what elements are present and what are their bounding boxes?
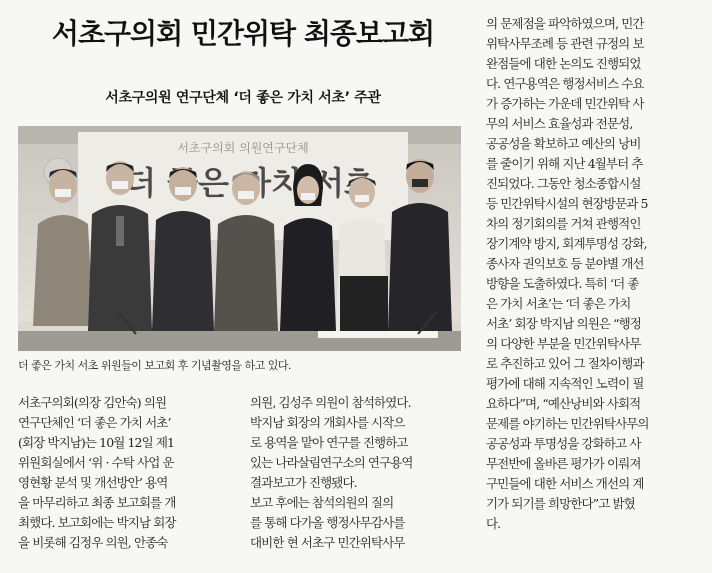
column-line: 공공성과 투명성을 강화하고 사	[486, 436, 641, 451]
column-line: 을 마무리하고 최종 보고회를 개	[18, 495, 176, 510]
column-line: 완점들에 대한 논의도 진행되었	[486, 56, 641, 71]
photo-caption: 더 좋은 가치 서초 위원들이 보고회 후 기념촬영을 하고 있다.	[18, 359, 291, 372]
column-line: 최했다. 보고회에는 박지남 회장	[18, 515, 176, 530]
column-line: 진되었다. 그동안 청소종합시설	[486, 176, 641, 191]
column-line: 요하다”며, “예산낭비와 사회적	[486, 396, 641, 411]
article-subheadline: 서초구의원 연구단체 ‘더 좋은 가치 서초’ 주관	[105, 90, 381, 106]
column-line: 무전반에 올바른 평가가 이뤄져	[486, 456, 641, 471]
column-line: 평가에 대해 지속적인 노력이 필	[486, 376, 644, 391]
article-column-1	[18, 393, 233, 553]
column-line: 로 추진하고 있어 그 절차이행과	[486, 356, 644, 371]
column-line: 은 가치 서초’는 ‘더 좋은 가치	[486, 296, 631, 311]
column-line: 연구단체인 ‘더 좋은 가치 서초’	[18, 415, 171, 430]
column-line: 구민들에 대한 서비스 개선의 계	[486, 476, 644, 491]
column-line: 를 통해 다가올 행정사무감사를	[250, 515, 405, 530]
column-line: 장기계약 방지, 회계투명성 강화,	[486, 236, 647, 251]
column-line: 영현황 분석 및 개선방안’ 용역	[18, 475, 168, 490]
column-line: 다. 연구용역은 행정서비스 수요	[486, 76, 644, 91]
column-line: 보고 후에는 참석의원의 질의	[250, 495, 394, 510]
article-headline: 서초구의회 민간위탁 최종보고회	[51, 17, 435, 50]
column-line: 로 용역을 맡아 연구를 진행하고	[250, 435, 408, 450]
column-line: 방향을 도출하였다. 특히 ‘더 좋	[486, 276, 639, 291]
column-line: 문제를 야기하는 민간위탁사무의	[486, 416, 649, 431]
article-column-3	[486, 14, 701, 534]
column-line: 서초구의회(의장 김안숙) 의원	[18, 395, 167, 410]
column-line: 대비한 현 서초구 민간위탁사무	[250, 535, 405, 550]
column-line: 종사자 권익보호 등 분야별 개선	[486, 256, 644, 271]
article-column-2	[250, 393, 465, 553]
column-line: 가 증가하는 가운데 민간위탁 사	[486, 96, 644, 111]
column-line: 의원, 김성주 의원이 참석하였다.	[250, 395, 411, 410]
column-line: 차의 정기회의를 거쳐 관행적인	[486, 216, 641, 231]
column-line: 서초’ 회장 박지남 의원은 “행정	[486, 316, 641, 331]
column-line: 의 문제점을 파악하였으며, 민간	[486, 16, 644, 31]
column-line: 있는 나라살림연구소의 연구용역	[250, 455, 413, 470]
column-line: 박지남 회장의 개회사를 시작으	[250, 415, 405, 430]
column-line: 의 다양한 부분을 민간위탁사무	[486, 336, 641, 351]
column-line: 다.	[486, 516, 501, 531]
group-photo	[18, 126, 461, 351]
column-line: 를 줄이기 위해 지난 4월부터 추	[486, 156, 643, 171]
column-line: 공공성을 확보하고 예산의 낭비	[486, 136, 641, 151]
column-line: 무의 서비스 효율성과 전문성,	[486, 116, 633, 131]
banner-main-text: 더 좋은 가치 서초	[125, 164, 375, 202]
column-line: 기가 되기를 희망한다”고 밝혔	[486, 496, 635, 511]
column-line: 을 비롯해 김정우 의원, 안종숙	[18, 535, 168, 550]
column-line: 결과보고가 진행됐다.	[250, 475, 357, 490]
group-photo-image	[18, 126, 461, 351]
column-line: 위원회실에서 ‘위 · 수탁 사업 운	[18, 455, 174, 470]
column-line: (회장 박지남)는 10월 12일 제1	[18, 435, 175, 450]
column-line: 위탁사무조례 등 관련 규정의 보	[486, 36, 644, 51]
column-line: 등 민간위탁시설의 현장방문과 5	[486, 196, 648, 211]
banner-top-text: 서초구의회 의원연구단체	[177, 141, 309, 155]
